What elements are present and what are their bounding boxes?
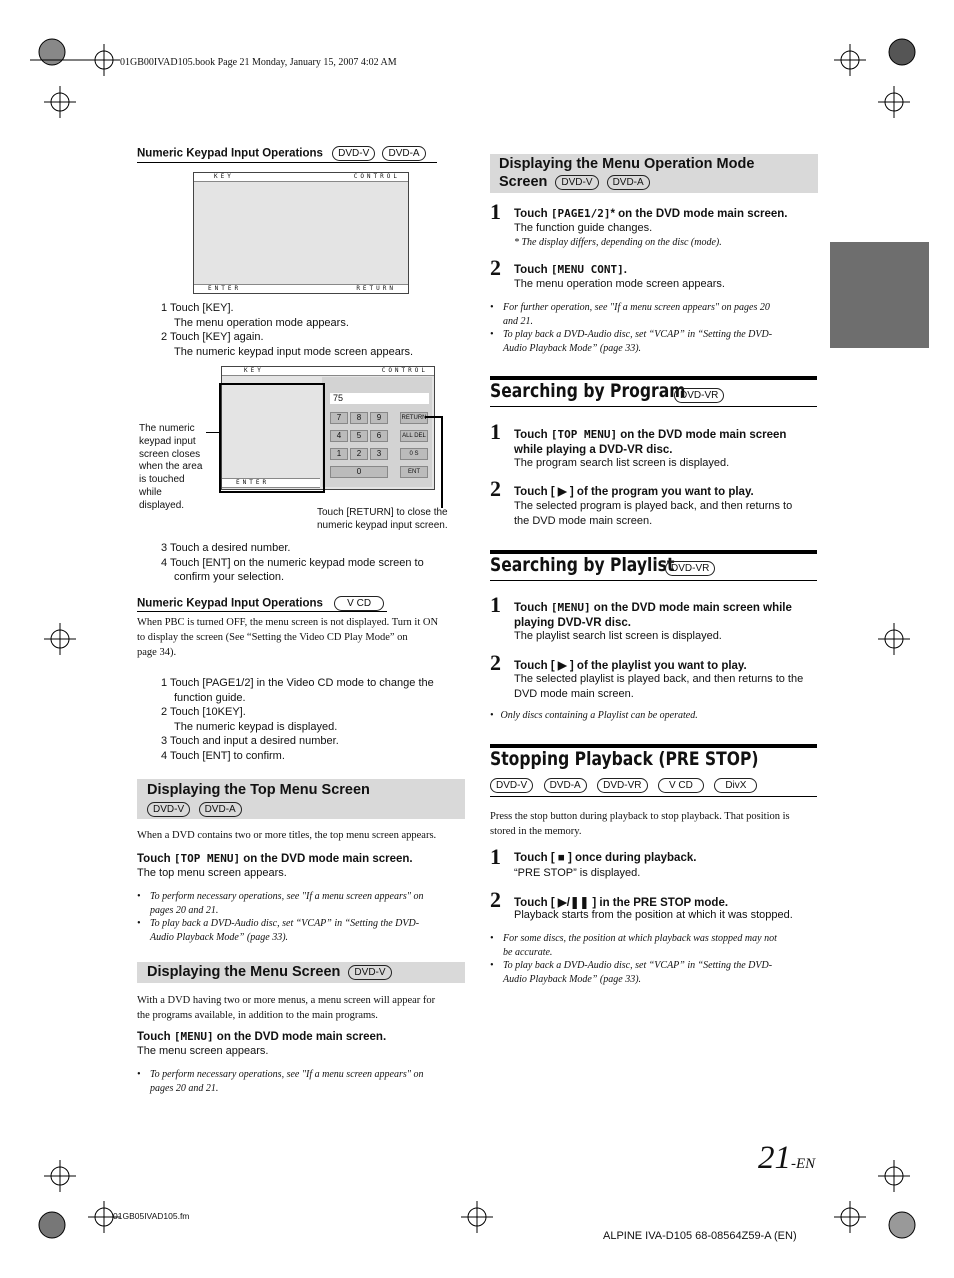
screen2-control-label: CONTROL (381, 367, 428, 374)
step-number: 1 (490, 592, 501, 617)
kp1-heading (137, 146, 426, 161)
prestop-title: Stopping Playback (PRE STOP) (490, 748, 759, 770)
prestop-tags (486, 777, 757, 795)
step-number: 1 (490, 419, 501, 444)
menu-intro: With a DVD having two or more menus, a menu screen will appear for the programs available, in addition to the main programs. (137, 995, 436, 1021)
side-tab (830, 242, 929, 348)
playlist-bottom-rule (490, 580, 817, 581)
prestop-step2-result: Playback starts from the position at which it was stopped. (514, 909, 793, 921)
kp1-step-1: 1 Touch [KEY]. (161, 302, 234, 314)
topmenu-notes: • To perform necessary operations, see "If a menu screen appears" on pages 20 and 21. • To play back a DVD-Audio disc, set “VCAP” in “Setting the DVD- Audio Playback Mode” (page 33). (137, 891, 424, 943)
prestop-step1-result: “PRE STOP” is displayed. (514, 867, 641, 879)
tag-dvd-a: DVD-A (544, 778, 587, 793)
key-4[interactable]: 4 (330, 430, 348, 442)
keypad-panel (322, 377, 432, 487)
key-os[interactable]: 0 S (400, 448, 428, 460)
screen2-key-label: KEY (244, 367, 264, 374)
footer-model: ALPINE IVA-D105 68-08564Z59-A (EN) (603, 1230, 797, 1242)
topmenu-instruction: Touch [TOP MENU] on the DVD mode main screen. (137, 852, 413, 865)
kp1-rule (137, 162, 437, 163)
step-number: 2 (490, 476, 501, 501)
key-3[interactable]: 3 (370, 448, 388, 460)
playlist-step2-result: The selected playlist is played back, and then returns to the DVD mode main screen. (514, 673, 804, 700)
program-step1: Touch [TOP MENU] on the DVD mode main screen while playing a DVD-VR disc. (514, 428, 787, 456)
file-stamp: 01GB00IVAD105.book Page 21 Monday, January 15, 2007 4:02 AM (120, 57, 397, 68)
kp1-title: Numeric Keypad Input Operations (137, 147, 323, 160)
kp1-steps (161, 301, 413, 359)
key-return[interactable]: RETURN (400, 412, 428, 424)
step-number: 2 (490, 255, 501, 280)
screen2-enter-label: ENTER (236, 479, 270, 486)
tag-dvd-v: DVD-V (490, 778, 533, 793)
prestop-heading (490, 748, 818, 770)
key-8[interactable]: 8 (350, 412, 368, 424)
key-0[interactable]: 0 (330, 466, 388, 478)
kp2-heading (137, 596, 384, 611)
prestop-step1: Touch [ ■ ] once during playback. (514, 852, 697, 864)
kp1-step-2: 2 Touch [KEY] again. (161, 331, 264, 343)
page-num: 21 (758, 1140, 791, 1176)
key-2[interactable]: 2 (350, 448, 368, 460)
topmenu-intro: When a DVD contains two or more titles, the top menu screen appears. (137, 830, 437, 841)
screen1-control-label: CONTROL (353, 173, 400, 180)
tag-dvd-a: DVD-A (607, 175, 650, 190)
kp2-steps: 1 Touch [PAGE1/2] in the Video CD mode to change the function guide. 2 Touch [10KEY]. The numeric keypad is displayed. 3 Touch and input a desired number. 4 Touch [ENT] to confirm. (161, 677, 434, 762)
opmode-header (490, 154, 818, 193)
prestop-intro: Press the stop button during playback to stop playback. That position is stored in the memory. (490, 811, 790, 837)
page-number (758, 1140, 815, 1177)
program-step2: Touch [ ▶ ] of the program you want to play. (514, 486, 754, 498)
tag-vcd: V CD (658, 778, 704, 793)
tag-dvd-vr: DVD-VR (597, 778, 647, 793)
screen-keypad-menu (193, 172, 409, 294)
tag-dvd-v: DVD-V (147, 802, 190, 817)
step-number: 2 (490, 887, 501, 912)
footer-file: 01GB05IVAD105.fm (113, 1211, 190, 1221)
step-number: 1 (490, 199, 501, 224)
callout-highlight (219, 383, 325, 493)
tag-dvd-v: DVD-V (555, 175, 598, 190)
program-step2-result: The selected program is played back, and then returns to the DVD mode main screen. (514, 500, 793, 527)
tag-divx: DivX (714, 778, 757, 793)
tag-dvd-vr: DVD-VR (674, 388, 724, 403)
key-5[interactable]: 5 (350, 430, 368, 442)
step-number: 1 (490, 844, 501, 869)
menu-header (137, 962, 465, 983)
callout-left-line (206, 432, 220, 433)
playlist-step1-result: The playlist search list screen is displayed. (514, 630, 722, 642)
key-1[interactable]: 1 (330, 448, 348, 460)
prestop-bottom-rule (490, 796, 817, 797)
prestop-step2: Touch [ ▶/❚❚ ] in the PRE STOP mode. (514, 897, 729, 909)
kp1-step-2-result: The numeric keypad input mode screen appears. (174, 345, 414, 358)
opmode-title-line2: Screen (499, 174, 548, 190)
kp2-intro: When PBC is turned OFF, the menu screen is not displayed. Turn it ON to display the screen (See “Setting the Video CD Play Mode” on page 34). (137, 617, 439, 658)
opmode-step1-note: * The display differs, depending on the disc (mode). (514, 237, 722, 248)
callout-right-line (425, 416, 443, 508)
key-ent[interactable]: ENT (400, 466, 428, 478)
screen1-enter-label: ENTER (208, 285, 242, 292)
menu-title: Displaying the Menu Screen (147, 964, 341, 980)
topmenu-result: The top menu screen appears. (137, 867, 287, 879)
key-7[interactable]: 7 (330, 412, 348, 424)
program-step1-result: The program search list screen is displayed. (514, 457, 730, 469)
screen1-return-label: RETURN (356, 285, 396, 292)
callout-right-text: Touch [RETURN] to close the numeric keypad input screen. (317, 507, 448, 531)
opmode-notes: • For further operation, see "If a menu screen appears" on pages 20 and 21. • To play back a DVD-Audio disc, set “VCAP” in “Setting the DVD- Audio Playback Mode” (page 33). (490, 302, 773, 354)
playlist-step1: Touch [MENU] on the DVD mode main screen while playing DVD-VR disc. (514, 601, 792, 629)
kp1-steps-2: 3 Touch a desired number. 4 Touch [ENT] on the numeric keypad mode screen to confirm your selection. (161, 542, 424, 583)
tag-dvd-a: DVD-A (199, 802, 242, 817)
opmode-title-line1: Displaying the Menu Operation Mode (499, 156, 755, 172)
topmenu-title: Displaying the Top Menu Screen (147, 782, 370, 798)
program-bottom-rule (490, 406, 817, 407)
kp2-rule (137, 611, 387, 612)
tag-dvd-vr: DVD-VR (665, 561, 715, 576)
tag-dvd-v: DVD-V (348, 965, 391, 980)
menu-result: The menu screen appears. (137, 1045, 269, 1057)
opmode-step2: Touch [MENU CONT]. (514, 263, 627, 276)
key-all-del[interactable]: ALL DEL (400, 430, 428, 442)
menu-instruction: Touch [MENU] on the DVD mode main screen. (137, 1030, 387, 1043)
playlist-step2: Touch [ ▶ ] of the playlist you want to play. (514, 660, 747, 672)
tag-vcd: V CD (334, 596, 384, 611)
step-number: 2 (490, 650, 501, 675)
opmode-step2-result: The menu operation mode screen appears. (514, 278, 725, 290)
key-9[interactable]: 9 (370, 412, 388, 424)
key-6[interactable]: 6 (370, 430, 388, 442)
program-title: Searching by Program (490, 380, 686, 402)
playlist-title: Searching by Playlist (490, 554, 675, 576)
kp1-step-1-result: The menu operation mode appears. (174, 316, 349, 329)
opmode-step1: Touch [PAGE1/2]* on the DVD mode main screen. (514, 207, 788, 220)
keypad-display: 75 (330, 393, 429, 404)
prestop-notes: • For some discs, the position at which playback was stopped may not be accurate. • To play back a DVD-Audio disc, set “VCAP” in “Setting the DVD- Audio Playback Mode” (page 33). (490, 933, 777, 985)
topmenu-header (137, 779, 465, 819)
tag-dvd-a: DVD-A (382, 146, 425, 161)
tag-dvd-v: DVD-V (332, 146, 375, 161)
kp2-title: Numeric Keypad Input Operations (137, 597, 323, 610)
opmode-step1-result: The function guide changes. (514, 222, 653, 234)
screen1-key-label: KEY (214, 173, 234, 180)
callout-left-text: The numeric keypad input screen closes when the area is touched while displayed. (139, 423, 203, 511)
menu-notes: • To perform necessary operations, see "If a menu screen appears" on pages 20 and 21. (137, 1069, 424, 1094)
playlist-note: • Only discs containing a Playlist can be operated. (490, 710, 698, 721)
page-suffix: -EN (791, 1156, 816, 1172)
